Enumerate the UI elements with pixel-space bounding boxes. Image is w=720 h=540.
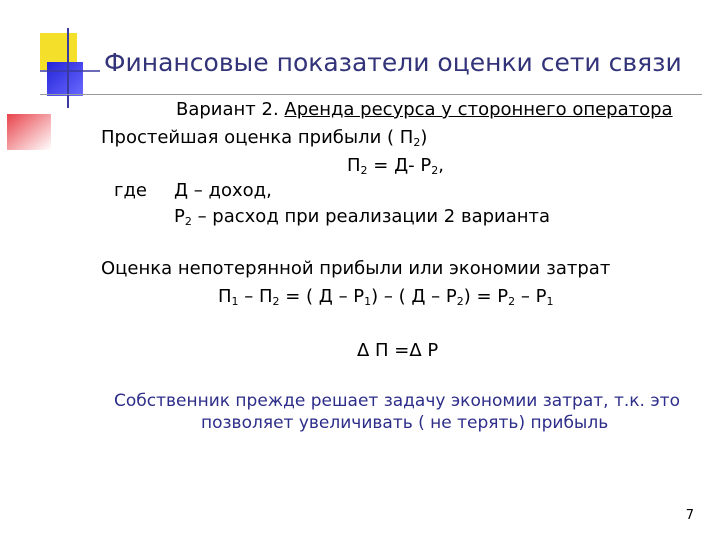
variant-title: Аренда ресурса у стороннего оператора <box>284 99 673 120</box>
unlost-profit-line: Оценка непотерянной прибыли или экономии затрат <box>101 258 611 279</box>
conclusion-line-2: позволяет увеличивать ( не терять) прибыль <box>201 413 609 433</box>
f2-e: ) = Р <box>463 286 509 307</box>
f2-d-sub: 2 <box>456 295 464 308</box>
def-expense-rest: – расход при реализации 2 варианта <box>191 206 551 227</box>
definition-expense <box>174 206 550 228</box>
f2-f-sub: 1 <box>546 295 554 308</box>
slide-title: Финансовые показатели оценки сети связи <box>104 48 682 77</box>
variant-prefix: Вариант 2. <box>176 99 285 120</box>
f2-a: П <box>218 286 232 307</box>
title-divider <box>40 94 702 95</box>
formula-profit <box>347 155 444 177</box>
page-number: 7 <box>685 508 694 523</box>
formula1-rest: = Д- Р <box>367 155 432 176</box>
f2-e-sub: 2 <box>508 295 516 308</box>
where-word: где <box>114 180 147 201</box>
formula1-r-sub: 2 <box>431 164 439 177</box>
deco-blue-square <box>47 62 83 96</box>
variant-line <box>176 99 673 121</box>
formula1-end: , <box>438 155 444 176</box>
simple-estimate-sub: 2 <box>413 136 421 149</box>
conclusion-line-1: Собственник прежде решает задачу экономии затрат, т.к. это <box>114 391 680 411</box>
formula1-p: П <box>347 155 361 176</box>
simple-estimate-close: ) <box>420 127 428 148</box>
def-expense-r: Р <box>174 206 185 227</box>
f2-c-sub: 1 <box>364 295 372 308</box>
def-expense-sub: 2 <box>184 215 192 228</box>
f2-f: – Р <box>515 286 547 307</box>
f2-b-sub: 2 <box>272 295 280 308</box>
f2-c: = ( Д – Р <box>279 286 365 307</box>
simple-estimate-line <box>101 127 427 149</box>
deco-red-square <box>7 114 51 150</box>
formula1-p-sub: 2 <box>360 164 368 177</box>
f2-d: ) – ( Д – Р <box>371 286 457 307</box>
f2-b: – П <box>238 286 273 307</box>
slide-decoration-graphic <box>0 0 100 160</box>
formula-unlost <box>218 286 553 308</box>
f2-a-sub: 1 <box>231 295 239 308</box>
simple-estimate-text: Простейшая оценка прибыли ( П <box>101 127 414 148</box>
definition-income: Д – доход, <box>174 180 272 201</box>
delta-formula: Δ П =Δ Р <box>357 340 439 361</box>
